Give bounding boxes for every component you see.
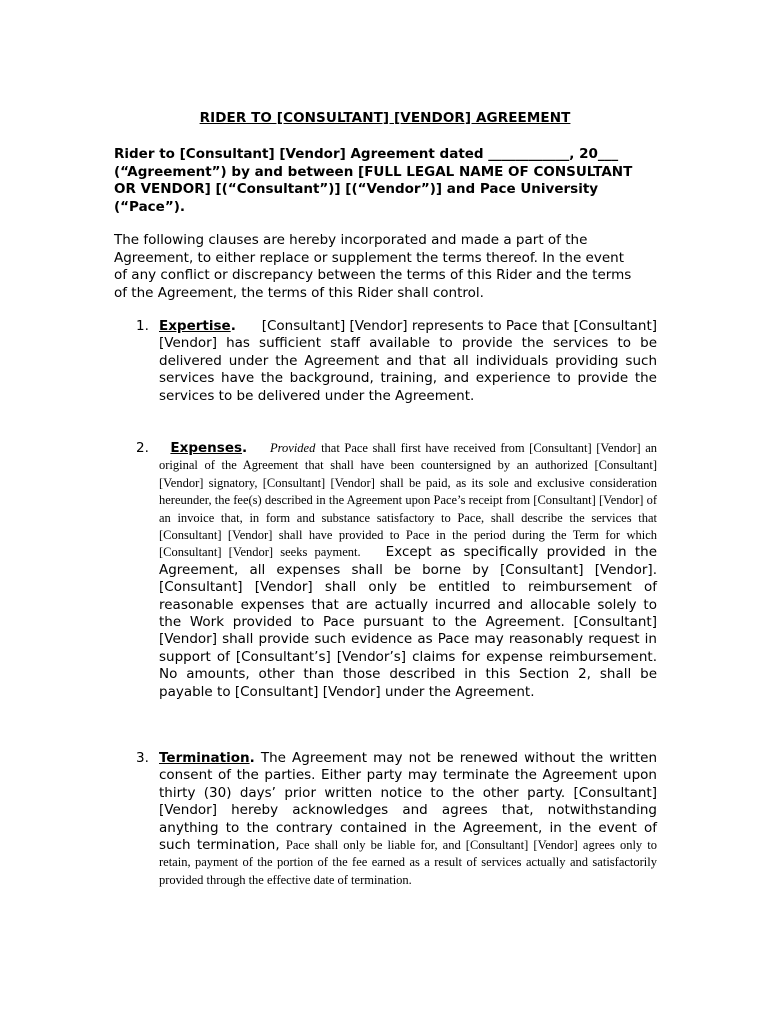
section-text: The Agreement may not be renewed without the written consent of the parties. Either party may terminate the Agreement upon thirty (30) days’ prior written notice to the other party. [Consultant] [Vendor] hereby acknowledges and agrees that, notwithstanding anything to the contrary contained in the Agreement, in the event of such termination, — [159, 750, 658, 854]
section-heading: Termination — [159, 750, 250, 766]
document-title: RIDER TO [CONSULTANT] [VENDOR] AGREEMENT — [199, 110, 571, 126]
section-heading: Expenses — [170, 440, 243, 456]
section-serif-text: that Pace shall first have received from [Consultant] [Vendor] an original of the Agreement that shall have been countersigned by an authorized [Consultant] [Vendor] signatory, [Consultant] [Vendor] shall be paid, as its sole and exclusive consideration hereunder, the fee(s) described in the Agreement upon Pace’s receipt from [Consultant] [Vendor] of an invoice that, in form and substance satisfactory to Pace, shall describe the services that [Consultant] [Vendor] shall have provided to Pace in the period during the Term for which [Consultant] [Vendor] seeks payment. — [159, 441, 657, 560]
section-number: 1. — [136, 318, 149, 334]
section-serif-text: Pace shall only be liable for, and [Consultant] [Vendor] agrees only to retain, payment of the portion of the fee earned as a result of services actually and satisfactorily provided through the effective date of termination. — [159, 838, 657, 887]
section-body: Expertise. [Consultant] [Vendor] represents to Pace that [Consultant] [Vendor] has sufficient staff available to provide the services to be delivered under the Agreement and that all individuals providing such services have the background, training, and experience to provide the services to be delivered under the Agreement. — [159, 318, 658, 404]
section-italic-word: Provided — [270, 441, 316, 455]
section-heading: Expertise — [159, 318, 231, 334]
section-text: Except as specifically provided in the Agreement, all expenses shall be borne by [Consultant] [Vendor]. [Consultant] [Vendor] shall only be entitled to reimbursement of reasonable expenses that are actually incurred and allocable solely to the Work provided to Pace pursuant to the Agreement. [Consultant] [Vendor] shall provide such evidence as Pace may reasonably request in support of [Consultant’s] [Vendor’s] claims for expense reimbursement. No amounts, other than those described in this Section 2, shall be payable to [Consultant] [Vendor] under the Agreement. — [159, 544, 658, 700]
section-body: Expenses. Provided that Pace shall first have received from [Consultant] [Vendor] an original of the Agreement that shall have been countersigned by an authorized [Consultant] [Vendor] signatory, [Consultant] [Vendor] shall be paid, as its sole and exclusive consideration hereunder, the fee(s) described in the Agreement upon Pace’s receipt from [Consultant] [Vendor] of an invoice that, in form and substance satisfactory to Pace, shall describe the services that [Consultant] [Vendor] shall have provided to Pace in the period during the Term for which [Consultant] [Vendor] seeks payment. Except as specifically provided in the Agreement, all expenses shall be borne by [Consultant] [Vendor]. [Consultant] [Vendor] shall only be entitled to reimbursement of reasonable expenses that are actually incurred and allocable solely to the Work provided to Pace pursuant to the Agreement. [Consultant] [Vendor] shall provide such evidence as Pace may reasonably request in support of [Consultant’s] [Vendor’s] claims for expense reimbursement. No amounts, other than those described in this Section 2, shall be payable to [Consultant] [Vendor] under the Agreement. — [159, 440, 658, 700]
section-text: [Consultant] [Vendor] represents to Pace that [Consultant] [Vendor] has sufficient staff available to provide the services to be delivered under the Agreement and that all individuals providing such services have the background, training, and experience to provide the services to be delivered under the Agreement. — [159, 318, 658, 404]
intro-paragraph: Rider to [Consultant] [Vendor] Agreement dated ____________, 20___ (“Agreement”) by and between [FULL LEGAL NAME OF CONSULTANT OR VENDOR] [(“Consultant”)] [(“Vendor”)] and Pace University (“Pace”). — [114, 146, 633, 215]
preamble-paragraph: The following clauses are hereby incorporated and made a part of the Agreement, to either replace or supplement the terms thereof. In the event of any conflict or discrepancy between the terms of this Rider and the terms of the Agreement, the terms of this Rider shall control. — [114, 232, 632, 301]
section-number: 2. — [136, 440, 149, 456]
section-number: 3. — [136, 750, 149, 766]
section-body: Termination. The Agreement may not be renewed without the written consent of the parties. Either party may terminate the Agreement upon thirty (30) days’ prior written notice to the other party. [Consultant] [Vendor] hereby acknowledges and agrees that, notwithstanding anything to the contrary contained in the Agreement, in the event of such termination, Pace shall only be liable for, and [Consultant] [Vendor] agrees only to retain, payment of the portion of the fee earned as a result of services actually and satisfactorily provided through the effective date of termination. — [159, 750, 658, 887]
